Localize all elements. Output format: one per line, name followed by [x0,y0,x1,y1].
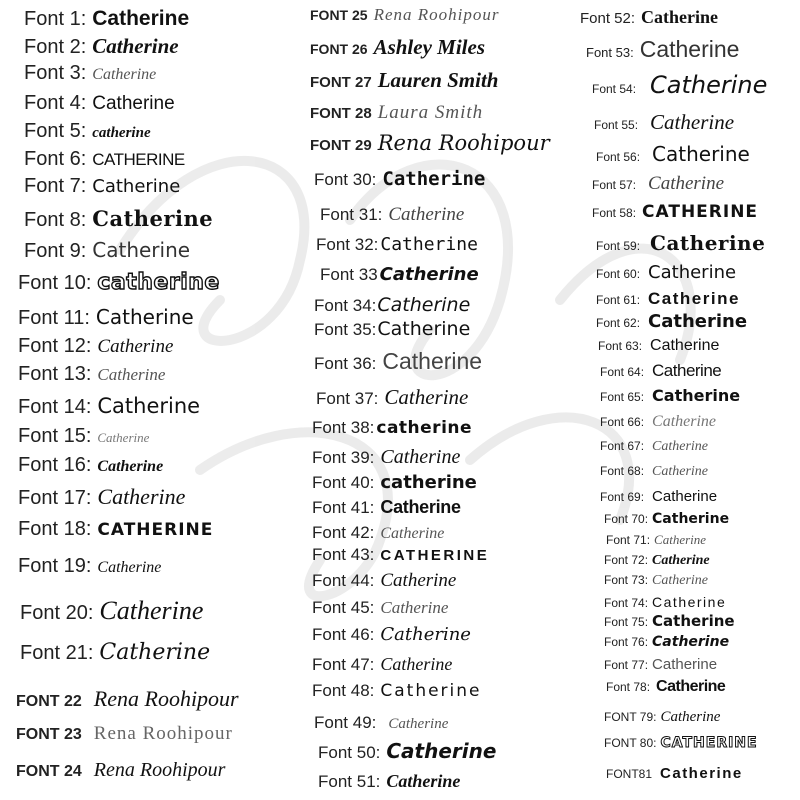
font-sample: CATHERINE [97,520,214,540]
font-label: Font 3: [24,62,87,84]
font-label: Font 73: [604,573,649,587]
font-label: Font 2: [24,36,87,58]
font-sample: Catherine [650,231,766,255]
font-sample: Rena Roohipour [93,759,226,781]
font-sample: Catherine [648,173,725,194]
font-label: Font 43: [312,545,375,564]
font-sample: Catherine [379,264,479,285]
font-sample: Catherine [650,71,768,99]
font-sample: catherine [376,418,473,438]
font-label: Font 40: [312,473,375,492]
font-row-46 [312,626,471,644]
font-label: Font 15: [18,425,92,447]
font-label: Font 18: [18,518,92,540]
font-sample: Catherine [380,624,471,645]
font-row-37 [316,387,468,408]
font-label: Font 60: [596,267,641,281]
font-sample: Catherine [652,439,709,454]
font-sample: Ashley Miles [373,35,485,59]
font-label: FONT 79: [604,710,657,724]
font-sample: Catherine [97,484,186,509]
font-label: Font 44: [312,571,375,590]
font-sample: Catherine [380,234,478,255]
font-label: Font 51: [318,772,381,791]
font-row-10 [18,272,220,294]
font-label: FONT81 [606,767,653,781]
font-sample: Catherine [648,311,748,332]
font-sample: Catherine [388,204,465,225]
font-label: Font 19: [18,555,92,577]
font-row-73 [604,574,708,588]
font-sample: Catherine [652,413,717,430]
font-sample: Catherine [380,525,445,542]
font-label: FONT 80: [604,736,657,750]
font-sample: Catherine [97,430,150,445]
font-sample: Catherine [652,656,718,673]
font-sample: catherine [380,472,477,493]
font-sample: Catherine [92,7,190,30]
font-sample: Catherine [639,36,740,62]
font-sample: Catherine [380,570,457,591]
font-row-32 [316,236,478,254]
font-row-58 [592,204,758,221]
font-row-64 [600,362,721,379]
font-sample: Catherine [92,93,175,114]
font-label: Font 39: [312,448,375,467]
font-sample: Catherine [97,559,162,576]
font-row-11 [18,307,194,328]
font-row-4 [24,93,175,113]
font-row-43 [312,546,489,563]
font-sample: Catherine [652,553,710,568]
font-row-57 [592,174,724,193]
font-sample: catherine [97,270,220,295]
font-label: Font 8: [24,209,87,231]
font-label: Font 21: [20,642,94,664]
font-sample: Catherine [97,458,164,475]
font-row-21 [20,642,210,664]
font-label: FONT 25 [310,7,368,23]
font-row-3 [24,63,156,83]
font-row-52 [580,8,718,26]
font-row-49 [314,714,448,732]
font-label: Font 72: [604,553,649,567]
font-row-53 [586,38,739,61]
font-label: Font 34: [314,296,377,315]
font-sample: Rena Roohipour [93,723,233,744]
font-sample: Catherine [377,318,471,340]
font-sample: CATHERINE [642,202,759,222]
font-label: Font 67: [600,439,645,453]
font-row-80 [604,736,758,750]
font-row-78 [606,679,725,695]
font-sample: Catherine [388,716,449,732]
font-sample: Catherine [654,532,707,547]
font-row-14 [18,396,200,417]
font-row-29 [310,133,550,154]
font-row-63 [598,338,719,354]
font-label: Font 41: [312,498,375,517]
font-sample: Laura Smith [377,102,484,123]
font-row-67 [600,440,708,454]
font-label: Font 38: [312,418,375,437]
font-row-56 [596,144,750,164]
font-sample: Catherine [92,206,214,231]
font-label: Font 37: [316,389,379,408]
font-sample: Catherine [386,771,461,791]
font-sample: Catherine [380,446,461,468]
font-sample: Rena Roohipour [93,686,239,711]
font-sample: Catherine [92,238,191,262]
font-label: Font 77: [604,658,649,672]
font-label: Font 74: [604,596,649,610]
font-row-1 [24,8,189,29]
font-row-23 [16,724,233,743]
font-sample: Catherine [652,594,727,610]
font-sample: Catherine [377,294,471,316]
font-label: Font 55: [594,118,639,132]
font-label: Font 46: [312,625,375,644]
font-sample: Catherine [652,573,709,588]
font-label: FONT 22 [16,693,82,710]
font-label: Font 35: [314,320,377,339]
font-row-72 [604,554,710,568]
font-sample: Catherine [382,168,486,190]
font-row-28 [310,103,483,122]
font-sample: Catherine [652,386,741,405]
font-label: FONT 24 [16,763,82,780]
font-sample: CATHERINE [92,150,185,169]
font-sample: Catherine [648,262,737,283]
font-label: FONT 29 [310,137,372,154]
font-label: Font 1: [24,8,87,30]
font-row-66 [600,414,716,430]
font-row-51 [318,772,460,790]
font-sample: Catherine [652,634,730,650]
font-row-13 [18,364,165,384]
font-row-25 [310,6,499,23]
font-label: Font 13: [18,363,92,385]
font-sample: CATHERINE [380,547,490,564]
font-row-36 [314,350,482,373]
font-row-5 [24,121,151,141]
font-row-70 [604,512,729,526]
font-row-9 [24,240,190,261]
font-sample: Lauren Smith [377,68,499,92]
font-label: Font 61: [596,293,641,307]
font-row-35 [314,320,470,339]
font-row-34 [314,296,470,315]
font-row-54 [592,73,767,97]
font-label: Font 64: [600,365,645,379]
font-sample: Catherine [652,464,709,479]
font-label: Font 78: [606,680,651,694]
font-row-16 [18,455,163,475]
font-row-22 [16,688,239,710]
font-label: Font 75: [604,615,649,629]
font-label: Font 47: [312,655,375,674]
font-row-47 [312,655,452,673]
font-sample: Catherine [652,612,735,630]
font-row-39 [312,447,460,467]
font-label: FONT 23 [16,726,82,743]
font-label: Font 5: [24,120,87,142]
font-label: Font 48: [312,681,375,700]
font-sample: Catherine [650,110,735,134]
font-row-18 [18,519,213,539]
font-row-26 [310,37,485,58]
font-sample: Catherine [99,596,204,625]
font-row-44 [312,571,456,590]
font-sample: Catherine [656,678,726,695]
font-row-7 [24,176,180,196]
font-row-17 [18,486,185,508]
font-label: Font 76: [604,635,649,649]
font-label: Font 17: [18,487,92,509]
font-row-75 [604,614,735,629]
font-row-74 [604,595,726,609]
font-sample: Catherine [386,739,497,763]
font-sample: Catherine [92,66,157,83]
font-row-24 [16,760,225,780]
font-row-2 [24,36,179,57]
font-label: Font 69: [600,490,645,504]
font-row-65 [600,388,740,404]
font-label: Font 42: [312,523,375,542]
font-sample: CATHERINE [660,735,758,751]
font-sample: Catherine [97,365,166,384]
font-row-55 [594,112,734,133]
font-label: Font 12: [18,335,92,357]
font-label: FONT 27 [310,74,372,91]
font-row-27 [310,70,498,91]
font-sample: Catherine [652,488,718,505]
font-row-40 [312,474,477,492]
font-label: Font 45: [312,598,375,617]
font-row-61 [596,290,740,307]
font-label: Font 68: [600,464,645,478]
font-row-81 [606,766,743,781]
font-sample: Rena Roohipour [377,131,550,155]
font-sample: Catherine [652,361,722,380]
font-sample: Catherine [652,142,750,166]
font-label: Font 9: [24,240,87,262]
font-label: Font 10: [18,272,92,294]
font-row-68 [600,465,708,479]
font-label: FONT 26 [310,41,368,57]
font-row-76 [604,635,729,649]
font-row-20 [20,598,203,624]
font-row-60 [596,264,736,282]
font-label: Font 58: [592,206,637,220]
font-row-59 [596,233,765,253]
font-row-77 [604,657,717,672]
font-sample: Catherine [95,305,194,329]
font-sample: Catherine [641,7,719,27]
font-row-50 [318,741,496,761]
font-row-48 [312,682,482,700]
font-label: Font 31: [320,205,383,224]
font-label: Font 59: [596,239,641,253]
font-label: Font 56: [596,150,641,164]
font-label: Font 65: [600,390,645,404]
font-label: Font 63: [598,339,643,353]
font-label: Font 20: [20,602,94,624]
font-row-33 [320,266,479,284]
font-label: Font 33 [320,265,378,284]
font-sample: Catherine [652,511,730,527]
font-sample: Catherine [92,34,179,58]
font-label: Font 52: [580,10,636,27]
font-row-42 [312,524,444,542]
font-label: Font 14: [18,396,92,418]
font-row-19 [18,556,161,576]
font-label: Font 32: [316,235,379,254]
font-row-79 [604,710,720,725]
font-row-71 [606,533,706,546]
font-row-30 [314,170,485,189]
font-sample: Catherine [92,176,181,197]
font-label: Font 11: [18,307,90,329]
font-row-8 [24,208,213,230]
font-label: Font 16: [18,454,92,476]
font-label: Font 53: [586,45,634,60]
font-sample: Rena Roohipour [373,5,500,24]
font-sample: Catherine [382,348,483,374]
font-sample: Catherine [384,385,469,409]
font-row-41 [312,498,461,516]
font-label: Font 62: [596,316,641,330]
font-row-45 [312,599,448,616]
font-sample: Catherine [660,765,743,782]
font-label: Font 70: [604,512,649,526]
font-sample: catherine [92,125,151,141]
font-label: Font 30: [314,170,377,189]
font-sample: Catherine [380,598,449,617]
font-row-15 [18,426,149,446]
font-label: Font 7: [24,175,87,197]
font-label: Font 71: [606,533,651,547]
font-row-6 [24,149,185,169]
font-sample: Catherine [380,497,461,517]
font-row-12 [18,336,173,356]
font-sample: Catherine [648,289,740,308]
font-sample: Catherine [380,681,482,701]
font-label: Font 66: [600,415,645,429]
font-row-69 [600,489,717,504]
font-label: Font 36: [314,354,377,373]
font-sample: Catherine [99,640,211,665]
font-row-62 [596,313,747,331]
font-sample: Catherine [380,654,453,674]
font-sample: Catherine [660,709,721,725]
font-sample: Catherine [97,336,174,357]
font-row-31 [320,205,464,224]
font-sample: Catherine [97,394,201,418]
font-label: Font 4: [24,92,87,114]
font-label: Font 57: [592,178,637,192]
font-row-38 [312,419,472,437]
font-label: Font 49: [314,713,377,732]
font-label: FONT 28 [310,105,372,122]
font-sample: Catherine [650,337,720,354]
font-label: Font 6: [24,148,87,170]
font-label: Font 54: [592,82,637,96]
font-label: Font 50: [318,743,381,762]
